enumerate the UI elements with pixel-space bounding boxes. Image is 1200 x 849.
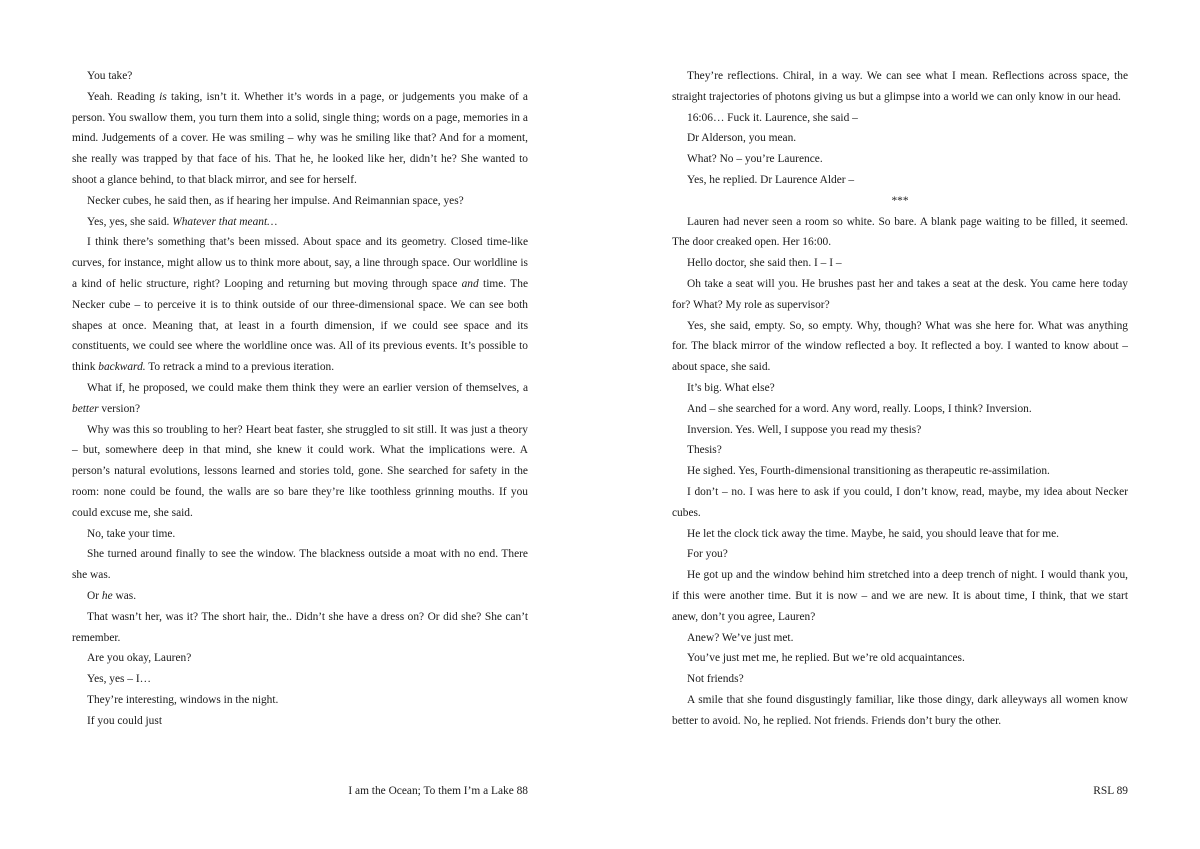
section-break bbox=[672, 191, 1128, 212]
paragraph bbox=[672, 482, 1128, 524]
text-run: Yes, she said, empty. So, so empty. Why, though? What was she here for. What was anything for. The black mirror of the window reflected a boy. It reflected a boy. I wanted to know about – about space, she said. bbox=[672, 319, 1128, 374]
italic-text: Whatever that meant… bbox=[172, 215, 278, 228]
paragraph bbox=[672, 316, 1128, 378]
paragraph bbox=[672, 128, 1128, 149]
text-run: No, take your time. bbox=[87, 527, 176, 540]
paragraph bbox=[672, 648, 1128, 669]
text-run: Why was this so troubling to her? Heart beat faster, she struggled to sit still. It was just a theory – but, somewhere deep in that mind, she knew it could work. What the implications were. A person’s natural evolutions, lessons learned and stories told, gone. She searched for safety in the room: none could be found, the walls are so bare they’re like toothless grinning mouths. If you could excuse me, she said. bbox=[72, 423, 528, 519]
paragraph bbox=[72, 544, 528, 586]
text-run: He let the clock tick away the time. Maybe, he said, you should leave that for me. bbox=[687, 527, 1059, 540]
text-run: Hello doctor, she said then. I – I – bbox=[687, 257, 842, 270]
text-run: version? bbox=[98, 402, 141, 415]
text-run: A smile that she found disgustingly familiar, like those dingy, dark alleyways all women know better to avoid. No, he replied. Not friends. Friends don’t bury the other. bbox=[672, 693, 1128, 727]
italic-text: he bbox=[101, 589, 113, 602]
paragraph bbox=[72, 648, 528, 669]
italic-text: and bbox=[461, 277, 479, 290]
paragraph bbox=[672, 669, 1128, 690]
paragraph bbox=[672, 544, 1128, 565]
paragraph bbox=[672, 420, 1128, 441]
text-run: That wasn’t her, was it? The short hair, the.. Didn’t she have a dress on? Or did she? She can’t remember. bbox=[72, 610, 528, 644]
text-run: She turned around finally to see the window. The blackness outside a moat with no end. There she was. bbox=[72, 548, 528, 582]
paragraph bbox=[672, 461, 1128, 482]
text-run: I don’t – no. I was here to ask if you could, I don’t know, read, maybe, my idea about Necker cubes. bbox=[672, 485, 1128, 519]
paragraph bbox=[72, 524, 528, 545]
text-run: was. bbox=[112, 589, 137, 602]
text-run: You take? bbox=[87, 70, 133, 82]
paragraph bbox=[72, 420, 528, 524]
paragraph bbox=[672, 66, 1128, 108]
text-run: What if, he proposed, we could make them think they were an earlier version of themselves, a bbox=[87, 381, 528, 394]
paragraph bbox=[72, 690, 528, 711]
paragraph bbox=[672, 628, 1128, 649]
right-page-footer: RSL 89 bbox=[1093, 785, 1128, 797]
text-run: Or bbox=[87, 589, 102, 602]
text-run: It’s big. What else? bbox=[687, 381, 775, 394]
paragraph bbox=[672, 274, 1128, 316]
text-run: Yeah. Reading bbox=[87, 90, 160, 103]
paragraph bbox=[72, 378, 528, 420]
paragraph bbox=[672, 690, 1128, 732]
italic-text: better bbox=[72, 402, 99, 415]
text-run: He got up and the window behind him stretched into a deep trench of night. I would thank you, if this were another time. But it is now – and we are new. It is about time, I think, that we start anew, don’t you agree, Lauren? bbox=[672, 569, 1128, 623]
text-run: For you? bbox=[687, 548, 728, 561]
left-page-body bbox=[72, 66, 528, 732]
paragraph bbox=[672, 108, 1128, 129]
text-run: And – she searched for a word. Any word, really. Loops, I think? Inversion. bbox=[687, 402, 1032, 415]
paragraph bbox=[672, 212, 1128, 254]
paragraph bbox=[72, 66, 528, 87]
paragraph bbox=[672, 378, 1128, 399]
italic-text: backward. bbox=[98, 361, 146, 374]
text-run: Anew? We’ve just met. bbox=[687, 631, 794, 644]
right-page-body bbox=[672, 66, 1128, 732]
text-run: Yes, he replied. Dr Laurence Alder – bbox=[687, 173, 855, 186]
italic-text: is bbox=[159, 90, 167, 103]
paragraph bbox=[72, 586, 528, 607]
text-run: They’re interesting, windows in the night. bbox=[87, 693, 279, 706]
paragraph bbox=[672, 399, 1128, 420]
text-run: Necker cubes, he said then, as if hearing her impulse. And Reimannian space, yes? bbox=[87, 194, 464, 207]
paragraph bbox=[672, 565, 1128, 627]
text-run: time. The Necker cube – to perceive it is to think outside of our three-dimensional space. We can see both shapes at once. Meaning that, at least in a fourth dimension, if we could see space and its constituents, we could see where the worldline once was. All of its previous events. It’s possible to think bbox=[72, 277, 528, 374]
paragraph bbox=[672, 253, 1128, 274]
text-run: Not friends? bbox=[687, 673, 744, 686]
paragraph bbox=[72, 711, 528, 732]
text-run: 16:06… Fuck it. Laurence, she said – bbox=[687, 111, 858, 124]
text-run: Thesis? bbox=[687, 444, 722, 457]
text-run: To retrack a mind to a previous iteration. bbox=[145, 361, 335, 374]
paragraph bbox=[72, 669, 528, 690]
text-run: If you could just bbox=[87, 714, 162, 727]
text-run: He sighed. Yes, Fourth-dimensional transitioning as therapeutic re-assimilation. bbox=[687, 465, 1050, 478]
text-run: Yes, yes – I… bbox=[87, 673, 152, 686]
text-run: I think there’s something that’s been missed. About space and its geometry. Closed time-like curves, for instance, might allow us to think more about, say, a line through space. Our worldline is a kind of helic structure, right? Looping and returning but moving through space bbox=[72, 236, 528, 290]
text-run: taking, isn’t it. Whether it’s words in a page, or judgements you make of a person. You swallow them, you turn them into a solid, single thing; words on a page, memories in a mind. Judgements of a cover. He was smiling – why was he smiling like that? And for a moment, she really was trapped by that face of his. That he, he looked like her, didn’t he? She wanted to shoot a glance behind, to that black mirror, and see for herself. bbox=[72, 90, 528, 186]
paragraph bbox=[672, 524, 1128, 545]
text-run: Lauren had never seen a room so white. So bare. A blank page waiting to be filled, it seemed. The door creaked open. Her 16:00. bbox=[672, 215, 1128, 249]
text-run: You’ve just met me, he replied. But we’re old acquaintances. bbox=[687, 652, 965, 665]
text-run: *** bbox=[891, 194, 909, 207]
paragraph bbox=[672, 149, 1128, 170]
text-run: Inversion. Yes. Well, I suppose you read my thesis? bbox=[687, 423, 922, 436]
text-run: Are you okay, Lauren? bbox=[87, 652, 192, 665]
text-run: Oh take a seat will you. He brushes past her and takes a seat at the desk. You came here today for? What? My role as supervisor? bbox=[672, 277, 1128, 311]
paragraph bbox=[72, 87, 528, 191]
text-run: What? No – you’re Laurence. bbox=[687, 153, 823, 166]
text-run: Dr Alderson, you mean. bbox=[687, 132, 797, 145]
paragraph bbox=[72, 212, 528, 233]
paragraph bbox=[72, 232, 528, 378]
text-run: Yes, yes, she said. bbox=[87, 215, 173, 228]
text-run: They’re reflections. Chiral, in a way. We can see what I mean. Reflections across space, the straight trajectories of photons giving us but a glimpse into a world we can only know in our head. bbox=[672, 70, 1128, 103]
paragraph bbox=[72, 191, 528, 212]
paragraph bbox=[72, 607, 528, 649]
left-page-footer: I am the Ocean; To them I’m a Lake 88 bbox=[348, 785, 528, 797]
paragraph bbox=[672, 170, 1128, 191]
paragraph bbox=[672, 440, 1128, 461]
